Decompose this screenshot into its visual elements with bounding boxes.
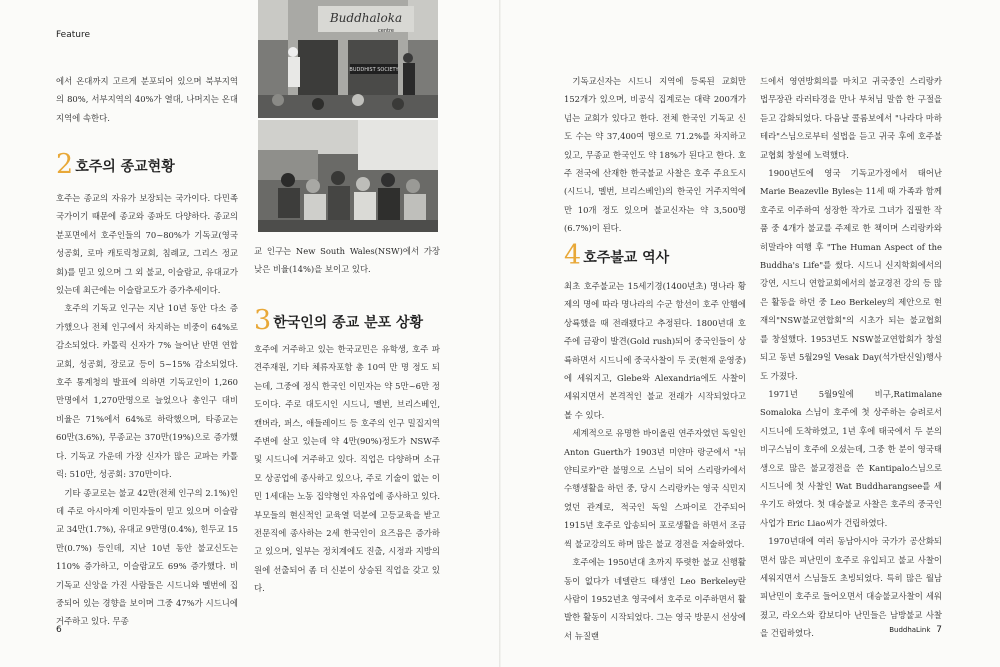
continued-text: 교 인구는 New South Wales(NSW)에서 가장 낮은 비율(14%)을 보이고 있다. <box>254 246 440 275</box>
section-number: 2 <box>56 149 74 180</box>
paragraph: 드에서 영연방회의를 마치고 귀국중인 스리랑카 법무장관 라러타경을 만나 부처님 말씀 한 구절을 듣고 감화되었다. 다음날 콜롬보에서 "나라다 마하 테라"스님으로부터 설법을 듣고 귀국 후에 호주불교협회 창설에 노력했다. <box>760 76 942 160</box>
paragraph: 세계적으로 유명한 바이올린 연주자였던 독일인 Anton Guerth가 1903년 미얀마 랑군에서 "뉘얀티로카"란 불명으로 스님이 되어 스리랑카에서 수행생활을 하던 중, 당시 스리랑카는 영국 식민지였던 관계로, 적국인 독일 스파이로 간주되어 1915년 호주로 압송되어 포로생활을 하면서 조금씩 불교강의도 하며 많은 불교 경전을 저술하였다. <box>564 428 746 549</box>
page-number-right: 7 <box>936 625 942 635</box>
photo-crowd-illustration <box>258 120 438 232</box>
section-3-body <box>254 340 440 598</box>
paragraph: 호주에는 1950년대 초까지 뚜렷한 불교 신행활동이 없다가 네델란드 태생인 Leo Berkeley란 사람이 1952년초 영국에서 호주로 이주하면서 활발한 활동이 시작되었다. 그는 영국 방문시 선상에서 뉴질랜 <box>564 557 746 641</box>
section-number: 3 <box>254 305 272 336</box>
intro-text: 에서 온대까지 고르게 분포되어 있으며 북부지역의 80%, 서부지역의 40%가 열대, 나머지는 온대지역에 속한다. <box>56 76 238 123</box>
page-gutter <box>499 0 501 667</box>
continued-text-block <box>254 242 440 279</box>
banner-text: BUDDHIST SOCIETY <box>349 67 399 73</box>
section-title: 호주의 종교현황 <box>75 159 175 175</box>
section-3-heading <box>254 305 424 336</box>
section-label: Feature <box>56 30 91 40</box>
magazine-brand: BuddhaLink <box>889 626 931 634</box>
intro-text-block <box>56 72 238 127</box>
paragraph: 호주의 기독교 인구는 지난 10년 동안 다소 증가했으나 전체 인구에서 차지하는 비중이 64%로 감소되었다. 카톨릭 신자가 7% 늘어난 반면 연합교회, 성공회, 장로교 등이 5~15% 감소되었다. 호주 통계청의 발표에 의하면 기독교인이 1,260만명에서 1,270만명으로 늘었으나 총인구 대비 비율은 71%에서 64%로 하락했으며, 타종교는 60만(3.6%), 무종교는 370만(19%)으로 증가했다. 기독교 가운데 가장 신자가 많은 교파는 카톨릭: 510만, 성공회: 370만이다. <box>56 303 238 480</box>
section-2-body <box>56 189 238 631</box>
section-title: 호주불교 역사 <box>583 250 670 266</box>
paragraph: 1970년대에 여러 동남아시아 국가가 공산화되면서 많은 피난민이 호주로 유입되고 불교 사찰이 세워지면서 스님들도 초빙되었다. 특히 많은 월남 피난민이 호주로 들어오면서 대승불교사찰이 세워졌고, 라오스와 캄보디아 난민들은 남방불교 사찰을 건립하였다. <box>760 536 942 639</box>
building-sign: Buddhaloka <box>329 11 403 25</box>
photo-buddhaloka-centre <box>258 0 438 118</box>
paragraph: 호주는 종교의 자유가 보장되는 국가이다. 다민족국가이기 때문에 종교와 종파도 다양하다. 종교의 분포면에서 호주인들의 70~80%가 기독교(영국성공회, 로마 캐토릭청교회, 침례교, 그리스 정교회)를 믿고 있으며 그 외 불교, 이슬람교, 유대교가 있는데 최근에는 이슬람교도가 증가추세이다. <box>56 193 238 296</box>
photo-building-illustration <box>258 0 438 118</box>
page-number-left: 6 <box>56 625 62 635</box>
section-4-heading <box>564 240 670 271</box>
paragraph: 1900년도에 영국 기독교가정에서 태어난 Marie Beazevlle Byles는 11세 때 가족과 함께 호주로 이주하여 성장한 작가로 그녀가 집필한 작품 중 4개가 불교를 주제로 한 책이며 스리랑카와 히말라야 여행 후 "The Human Aspect of the Buddha's Life"를 썼다. 시드니 신지학회에서의 강연, 시드니 연합교회에서의 불교경전 강의 등 많은 활동을 하던 중 Leo Berkeley의 제안으로 현재의"NSW불교연합회"의 시초가 되는 불교협회를 창설했다. 1953년도 NSW불교연합회가 창설되고 동년 5월29일 Vesak Day(석가탄신일)행사도 가졌다. <box>760 168 942 381</box>
section-2-heading <box>56 149 175 180</box>
page-footer-right <box>889 625 942 635</box>
section-4-body <box>564 277 746 645</box>
paragraph: 기독교신자는 시드니 지역에 등록된 교회만 152개가 있으며, 비공식 집계로는 대략 200개가 넘는 교회가 있다고 한다. 전체 한국인 기독교 신도 수는 약 37,400여 명으로 71.2%를 차지하고 있고, 무종교 한국인도 약 18%가 된다고 한다. 호주 전국에 산재한 한국불교 사찰은 호주 주요도시(시드니, 멜번, 브리스베인)의 한국인 거주지역에만 10개 정도 있으며 불교신자는 약 3,500명(6.7%)이 된다. <box>564 76 746 234</box>
section-title: 한국인의 종교 분포 상황 <box>273 315 424 331</box>
paragraph: 1971년 5월9일에 비구,Ratimalane Somaloka 스님이 호주에 첫 상주하는 승려로서 시드니에 도착하였고, 1년 후에 태국에서 두 분의 비구스님이 호주에 오셨는데, 그중 한 분이 영국태생으로 많은 불교경전을 쓴 Kantipalo스님으로 시드니에 첫 사찰인 Wat Buddharangsee를 세우기도 하였다. 첫 대승불교 사찰은 호주의 중국인 사업가 Eric Liao씨가 건립하였다. <box>760 388 942 528</box>
paragraph: 호주에 거주하고 있는 한국교민은 유학생, 호주 파견주재원, 기타 체류자포함 총 10여 만 명 정도 되는데, 그중에 정식 한국인 이민자는 약 5만~6만 정도이다. 주로 대도시인 시드니, 멜번, 브리스베인, 캔버라, 퍼스, 애들레이드 등 호주의 인구 밀집지역 주변에 살고 있는데 약 4만(90%)정도가 NSW주 및 시드니에 거주하고 있다. 직업은 다양하며 소규모 상공업에 종사하고 있으나, 주로 기술이 없는 이민 1세대는 노동 집약형인 자유업에 종사하고 있다. 부모들의 현신적인 교육열 덕분에 고등교육을 받고 전문직에 종사하는 2세 한국인이 요즈음은 증가하고 있으며, 일부는 정치계에도 진출, 시정과 지방의원에 선출되어 좀 더 신분이 상승된 직업을 갖고 있다. <box>254 344 440 594</box>
paragraph: 최초 호주불교는 15세기경(1400년초) 명나라 황제의 명에 따라 명나라의 수군 함선이 호주 안햄에 상륙했을 때 전래됐다고 추정된다. 1800년대 호주에 금광이 발견(Gold rush)되어 중국인들이 상륙하면서 시드니에 중국사찰이 두 곳(현재 운영중)에 세워지고, Glebe와 Alexandria에도 사찰이 세워지면서 본격적인 불교 전래가 시작되었다고 볼 수 있다. <box>564 281 746 420</box>
paragraph: 기타 종교로는 불교 42만(전체 인구의 2.1%)인데 주로 아시아계 이민자들이 믿고 있으며 이슬람교 34만(1.7%), 유대교 9만명(0.4%), 힌두교 15만(0.7%) 등인데, 지난 10년 동안 불교신도는 110% 증가하고, 이슬람교도 69% 증가했다. 비기독교 신앙을 가진 사람들은 시드니와 멜번에 집중되어 있는 경향을 보이며 그중 47%가 시드니에 거주하고 있다. 무종 <box>56 487 238 627</box>
photo-gathering <box>258 120 438 232</box>
section-number: 4 <box>564 240 582 271</box>
right-col2-body <box>760 72 942 643</box>
right-col1-intro <box>564 72 746 238</box>
building-sign-sub: centre <box>378 28 394 34</box>
